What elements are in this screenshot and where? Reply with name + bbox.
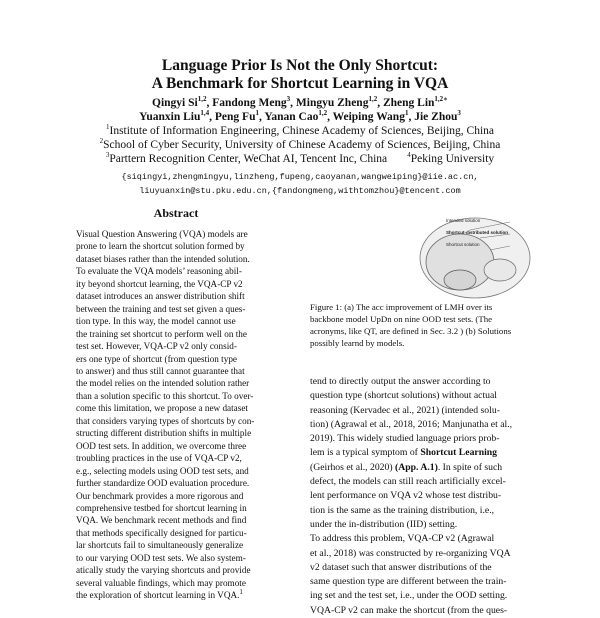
author-sup: 1,2 bbox=[197, 95, 207, 104]
abstract-line: comprehensive testbed for shortcut learning in bbox=[76, 502, 247, 513]
body-line bbox=[310, 532, 532, 546]
affiliation: $^2$School of Cyber Security, University of Chinese Academy of Sciences, Beijing, China bbox=[99, 137, 501, 151]
abstract-line: dataset biases rather than the intended solution. bbox=[76, 253, 250, 264]
abstract-line: tion type. In this way, the model cannot use bbox=[76, 316, 236, 327]
author-sup: 3 bbox=[286, 95, 291, 104]
author-line-1: Qingyi Si$^{1,2}$, Fandong Meng$^3$, Mingyu Zheng$^{1,2}$, Zheng Lin$^{1,2∗}$ bbox=[152, 95, 448, 109]
body-line bbox=[310, 375, 532, 389]
paper-title bbox=[0, 57, 600, 93]
affiliation: $^1$Institute of Information Engineering, Chinese Academy of Sciences, Beijing, China bbox=[105, 123, 495, 137]
abstract-body bbox=[76, 228, 276, 602]
author-name: Qingyi Si bbox=[152, 97, 198, 109]
body-line bbox=[310, 418, 532, 432]
abstract-line: between the training and test set given a ques- bbox=[76, 303, 246, 314]
abstract-line: VQA. We benchmark recent methods and find bbox=[76, 515, 247, 526]
abstract-line: Visual Question Answering (VQA) models are bbox=[76, 229, 248, 239]
author-name: Yuanxin Liu bbox=[139, 111, 201, 123]
author-sup: 3 bbox=[457, 109, 461, 118]
text-run: (Geirhos et al., 2020) bbox=[310, 461, 396, 473]
affiliation-row: $^3$Parttern Recognition Center, WeChat AI, Tencent Inc, China $^4$Peking University bbox=[105, 151, 495, 165]
author-sup: 1,2 bbox=[368, 95, 378, 104]
abstract-line: prone to learn the shortcut solution formed by bbox=[76, 241, 245, 252]
intended-ellipse bbox=[444, 270, 476, 290]
author-sup: 1,4 bbox=[200, 109, 210, 118]
body-line bbox=[310, 461, 532, 475]
abstract-line: ers one type of shortcut (from question type bbox=[76, 353, 237, 364]
abstract-line: lar shortcuts fail to simultaneously generalize bbox=[76, 540, 244, 551]
email-line-1: {siqingyi,zhengmingyu,linzheng,fupeng,caoyanan,wangweiping}@iie.ac.cn, bbox=[121, 172, 479, 182]
text-run: et al., 2018) was constructed by re-organizing VQA bbox=[310, 547, 511, 559]
abstract-heading: Abstract bbox=[153, 206, 199, 220]
abstract-line: To evaluate the VQA models’ reasoning abil- bbox=[76, 266, 242, 277]
abstract-line: e.g., selecting models using OOD test sets, and bbox=[76, 465, 249, 476]
abstract-line: the model relies on the intended solution rather bbox=[76, 378, 250, 389]
abstract-line: come this limitation, we propose a new dataset bbox=[76, 403, 248, 414]
body-line bbox=[310, 475, 532, 489]
email-line-2: liuyuanxin@stu.pku.edu.cn,{fandongmeng,withtomzhou}@tencent.com bbox=[139, 186, 461, 196]
abstract-line: to answer) and thus still cannot guarantee that bbox=[76, 365, 245, 376]
body-line bbox=[310, 432, 532, 446]
text-run: lent performance on VQA v2 whose test distribu- bbox=[310, 490, 502, 502]
text-run: same question type are different between the train- bbox=[310, 576, 507, 588]
text-run: . In spite of such bbox=[437, 461, 503, 473]
figure-label: Intended solution bbox=[446, 218, 481, 223]
text-run: To address this problem, VQA-CP v2 (Agrawal bbox=[310, 533, 495, 545]
body-line bbox=[310, 504, 532, 518]
author-name: Zheng Lin bbox=[382, 97, 435, 109]
body-line bbox=[310, 489, 532, 503]
author-name: Yanan Cao bbox=[264, 111, 319, 123]
abstract-line: than a solution specific to this shortcut. To over- bbox=[76, 390, 254, 401]
caption-line: possibly learnd by models. bbox=[310, 338, 405, 348]
text-run: 2019). This widely studied language priors prob- bbox=[310, 433, 500, 445]
abstract-line: test set. However, VQA-CP v2 only consid- bbox=[76, 341, 237, 352]
text-run: tion is the same as the training distribution, i.e., bbox=[310, 504, 495, 516]
shortcut-ellipse bbox=[484, 259, 516, 281]
author-list bbox=[0, 96, 600, 124]
author-name: Mingyu Zheng bbox=[295, 97, 369, 109]
caption-line: Figure 1: (a) The acc improvement of LMH over its bbox=[310, 302, 493, 312]
text-run: tend to directly output the answer according to bbox=[310, 376, 491, 387]
text-run: ing set and the test set, i.e., under the OOD setting. bbox=[310, 590, 508, 602]
abstract-line: further standardize OOD evaluation procedure. bbox=[76, 478, 250, 489]
bold-term: (App. A.1) bbox=[395, 461, 438, 473]
author-line-2: Yuanxin Liu$^{1,4}$, Peng Fu$^1$, Yanan Cao$^{1,2}$, Weiping Wang$^1$, Jie Zhou$^3$ bbox=[139, 109, 461, 123]
title-line-1: Language Prior Is Not the Only Shortcut: bbox=[161, 57, 439, 74]
body-line bbox=[310, 389, 532, 403]
abstract-line: ity beyond shortcut learning, the VQA-CP v2 bbox=[76, 278, 243, 289]
text-run: tion) (Agrawal et al., 2018, 2016; Manjunatha et al., bbox=[310, 418, 513, 430]
body-line bbox=[310, 547, 532, 561]
text-run: v2 dataset such that answer distributions of the bbox=[310, 561, 492, 573]
figure-label: Shortcut solution bbox=[446, 242, 480, 247]
abstract-line: Our benchmark provides a more rigorous and bbox=[76, 490, 244, 501]
abstract-line: the exploration of shortcut learning in VQA.$^1$ bbox=[76, 589, 243, 601]
abstract-line: dataset introduces an answer distribution shift bbox=[76, 291, 245, 302]
text-run: question type (shortcut solutions) without actual bbox=[310, 390, 497, 402]
author-name: Weiping Wang bbox=[332, 111, 405, 123]
abstract-line: structing different distribution shifts in multiple bbox=[76, 428, 252, 439]
abstract-line: atically study the varying shortcuts and provide bbox=[76, 565, 251, 576]
title-line-2: A Benchmark for Shortcut Learning in VQA bbox=[151, 75, 449, 92]
text-run: VQA-CP v2 can make the shortcut (from the ques- bbox=[310, 604, 508, 616]
author-sup: 1,2∗ bbox=[434, 95, 448, 104]
footnote-mark: 1 bbox=[239, 589, 243, 597]
body-line bbox=[310, 604, 532, 618]
text-run: lem is a typical symptom of bbox=[310, 447, 421, 459]
abstract-line: OOD test sets. In addition, we overcome three bbox=[76, 440, 247, 451]
figure-1a-panel bbox=[310, 210, 420, 300]
abstract-line: that methods specifically designed for particu- bbox=[76, 527, 247, 538]
body-line bbox=[310, 404, 532, 418]
abstract-line: troubling practices in the use of VQA-CP v2, bbox=[76, 453, 242, 464]
bold-term: Shortcut Learning bbox=[420, 447, 498, 459]
body-line bbox=[310, 518, 532, 532]
abstract-line: to our varying OOD test sets. We also system- bbox=[76, 552, 246, 563]
text-run: under the in-distribution (IID) setting. bbox=[310, 518, 458, 530]
author-sup: 1 bbox=[404, 109, 409, 118]
affiliations bbox=[0, 124, 600, 166]
right-column-text bbox=[310, 375, 532, 618]
abstract-line: several valuable findings, which may promote bbox=[76, 577, 246, 588]
author-sup: 1,2 bbox=[318, 109, 328, 118]
abstract-line: the training set shortcut to perform well on the bbox=[76, 328, 247, 339]
text-run: defect, the models can still reach artificially excel- bbox=[310, 476, 506, 488]
body-line bbox=[310, 561, 532, 575]
body-line bbox=[310, 589, 532, 603]
figure-1 bbox=[310, 210, 532, 300]
caption-line: backbone model UpDn on nine OOD test sets. (The bbox=[310, 314, 493, 324]
caption-line: acronyms, like QT, are defined in Sec. 3.2 ) (b) Solutions bbox=[310, 326, 512, 336]
author-name: Peng Fu bbox=[214, 111, 256, 123]
figure-caption bbox=[310, 301, 532, 349]
abstract-line: that considers varying types of shortcuts by con- bbox=[76, 415, 255, 426]
figure-label: Shortcut-distributed solution bbox=[446, 230, 508, 235]
text-run: reasoning (Kervadec et al., 2021) (intended solu- bbox=[310, 404, 500, 416]
body-line bbox=[310, 446, 532, 460]
author-name: Jie Zhou bbox=[414, 111, 458, 123]
author-name: Fandong Meng bbox=[212, 97, 287, 109]
author-emails bbox=[0, 170, 600, 198]
author-sup: 1 bbox=[255, 109, 259, 118]
body-line bbox=[310, 575, 532, 589]
